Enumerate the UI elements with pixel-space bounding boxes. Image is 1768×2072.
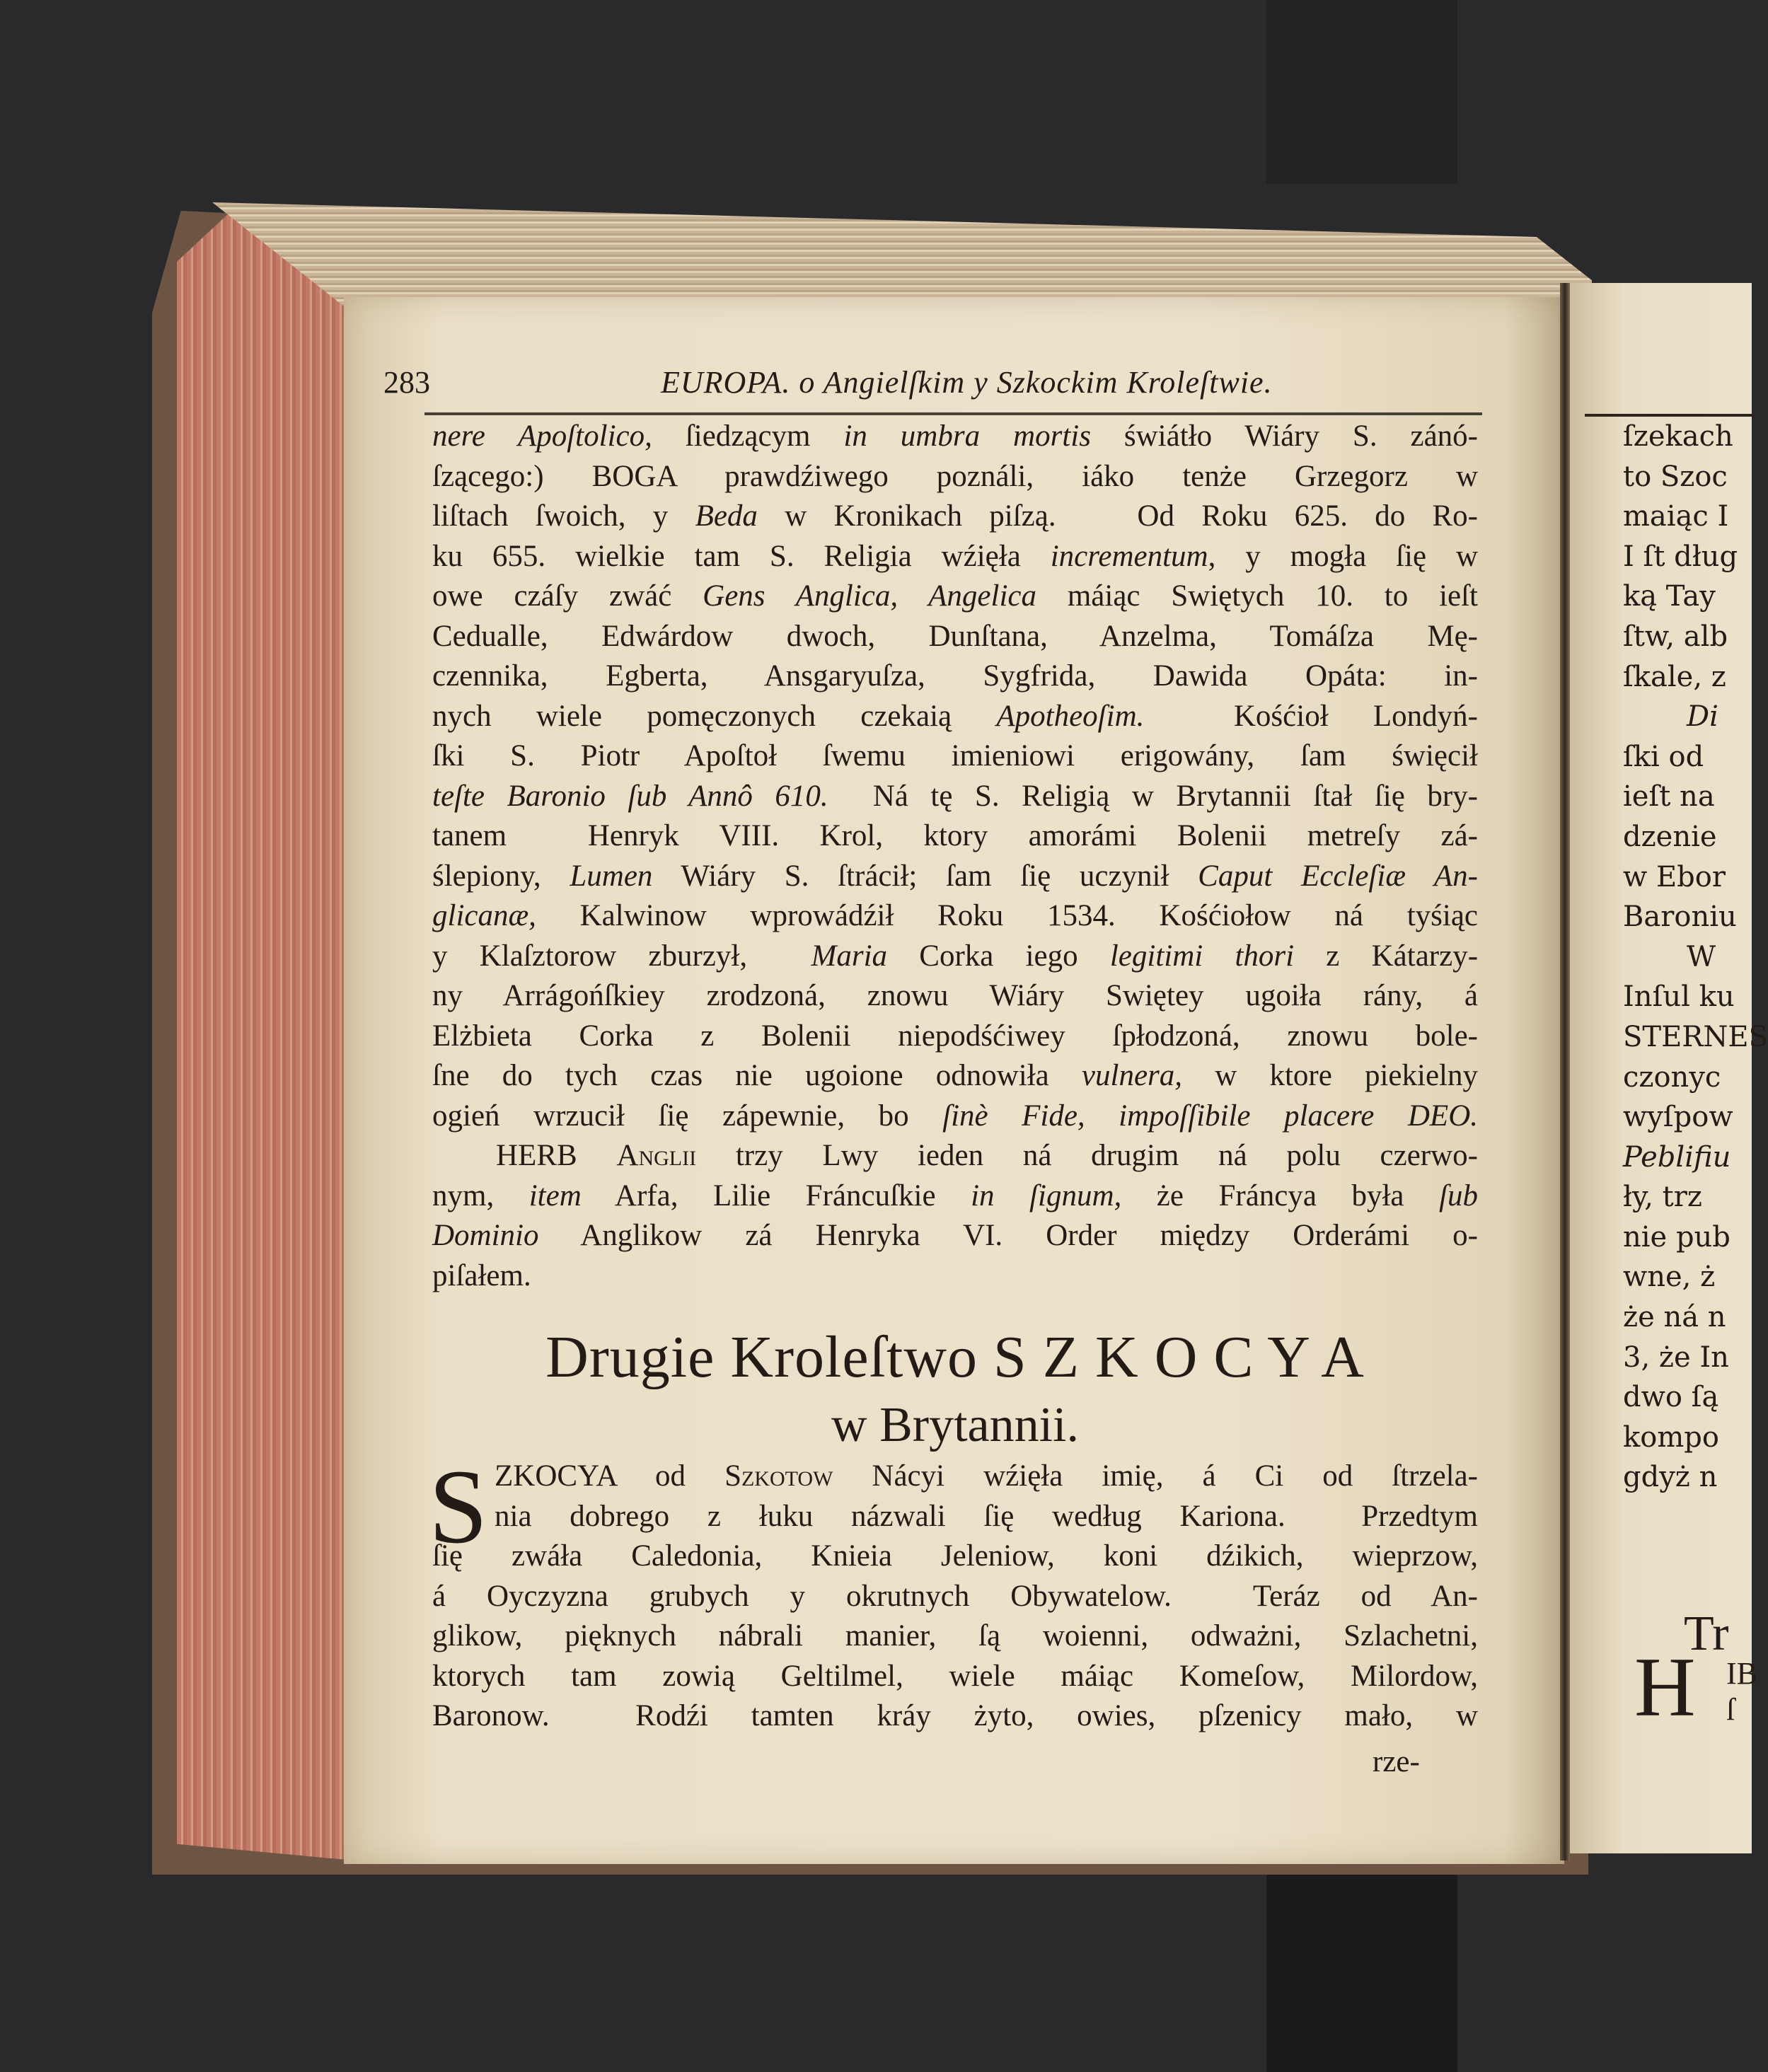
small-caps-text: Szkotow <box>724 1459 833 1493</box>
text-line <box>432 777 1478 817</box>
text-segment: ogień wrzucił ſię zápewnie, bo <box>432 1099 943 1133</box>
text-segment: Anglikow zá Henryka VI. Order między Orderámi o- <box>538 1219 1478 1252</box>
right-text-line: ieſt na <box>1623 780 1715 814</box>
text-segment: z Kátarzy- <box>1294 939 1479 973</box>
text-segment: y Klaſztorow zburzył, <box>432 939 811 973</box>
text-line <box>432 1657 1478 1697</box>
text-line <box>432 1096 1478 1137</box>
text-line <box>432 1457 1478 1497</box>
text-segment: nia dobrego z łuku názwali ſię według Kariona. Przedtym <box>495 1499 1478 1533</box>
text-segment: ſki S. Piotr Apoſtoł ſwemu imieniowi erigowány, ſam święcił <box>432 739 1478 772</box>
text-segment: ktorych tam zowią Geltilmel, wiele máiąc Komeſow, Milordow, <box>432 1659 1478 1693</box>
text-segment: tanem Henryk VIII. Krol, ktory amorámi Bolenii metreſy zá- <box>432 819 1478 852</box>
text-line <box>432 1616 1478 1657</box>
page-fore-edge <box>177 212 354 1860</box>
small-caps-text: Anglii <box>616 1139 697 1172</box>
text-line <box>432 417 1478 457</box>
text-segment: ſzącego:) BOGA prawdźiwego poználi, iáko tenże Grzegorz w <box>432 459 1478 493</box>
text-segment: ſię zwáła Caledonia, Knieia Jeleniow, koni dźikich, wieprzow, <box>432 1539 1478 1573</box>
right-text-line: wne, ż <box>1623 1261 1716 1294</box>
right-text-line: ſtw, alb <box>1623 620 1728 653</box>
book-gutter <box>1560 283 1570 1860</box>
italic-text: legitimi thori <box>1109 939 1295 973</box>
right-text-line: dzenie <box>1623 820 1717 853</box>
text-segment: że Fráncya była <box>1121 1179 1440 1212</box>
text-line <box>432 617 1478 657</box>
text-segment: ślepiony, <box>432 859 570 893</box>
text-line <box>432 697 1478 737</box>
right-text-line: nie pub <box>1623 1220 1731 1254</box>
text-segment: piſałem. <box>432 1258 531 1292</box>
text-segment: máiąc Swiętych 10. to ieſt <box>1036 579 1478 613</box>
italic-text: item <box>528 1179 582 1212</box>
italic-text: ſinè Fide, impoſſibile placere DEO. <box>942 1099 1478 1133</box>
catchword: rze- <box>1373 1745 1420 1778</box>
text-line <box>432 1216 1478 1256</box>
text-line <box>432 1256 1478 1297</box>
text-line <box>432 1017 1478 1057</box>
text-line <box>432 656 1478 697</box>
right-text-line: ką Tay <box>1623 580 1716 613</box>
text-line <box>432 857 1478 897</box>
text-segment: ny Arrágońſkiey zrodzoná, znowu Wiáry Swiętey ugoiła rány, á <box>432 979 1478 1012</box>
italic-text: Caput Eccleſiæ An- <box>1198 859 1479 893</box>
italic-text: Dominio <box>432 1219 539 1252</box>
body-text-top <box>432 417 1478 1296</box>
text-line <box>432 976 1478 1017</box>
right-text-line: wyſpow <box>1623 1101 1733 1134</box>
right-drop-line: ſ <box>1726 1692 1735 1727</box>
right-drop-line: IB <box>1726 1656 1757 1691</box>
text-line <box>432 577 1478 617</box>
text-segment: liſtach ſwoich, y <box>432 499 695 533</box>
text-segment: , y mogła ſię w <box>1208 539 1478 573</box>
running-head: EUROPA. o Angielſkim y Szkockim Kroleſtwie. <box>661 365 1273 400</box>
right-text-line: Di <box>1687 700 1718 734</box>
header-rule <box>424 412 1482 415</box>
body-text-bottom <box>432 1457 1478 1737</box>
text-segment: glikow, pięknych nábrali manier, ſą woienni, odważni, Szlachetni, <box>432 1619 1478 1653</box>
right-text-line: ſki od <box>1623 740 1704 773</box>
section-heading: Drugie Kroleſtwo S Z K O C Y A <box>545 1324 1365 1390</box>
italic-text: in ſignum, <box>971 1179 1122 1212</box>
text-segment: Kośćioł Londyń- <box>1144 699 1478 733</box>
right-text-line: czonyc <box>1623 1060 1721 1094</box>
text-line <box>432 1497 1478 1537</box>
italic-text: Beda <box>695 499 758 533</box>
right-text-line: to Szoc <box>1623 460 1728 493</box>
italic-text: vulnera, <box>1081 1059 1183 1092</box>
text-segment: Cedualle, Edwárdow dwoch, Dunſtana, Anzelma, Tomáſza Mę- <box>432 619 1478 653</box>
right-text-line: gdyż n <box>1623 1461 1718 1494</box>
right-text-line: ſkale, z <box>1623 660 1726 693</box>
text-line <box>432 937 1478 977</box>
text-segment: Wiáry S. ſtrácił; ſam ſię uczynił <box>652 859 1198 893</box>
text-line <box>432 537 1478 577</box>
right-drop-cap: H <box>1634 1640 1696 1734</box>
text-segment: Elżbieta Corka z Bolenii niepodśćiwey ſpłodzoná, znowu bole- <box>432 1019 1478 1053</box>
right-text-line: STERNES <box>1623 1020 1768 1053</box>
right-text-line: W <box>1687 940 1716 973</box>
text-segment: w Kronikach piſzą. Od Roku 625. do Ro- <box>757 499 1478 533</box>
right-text-line: dwo ſą <box>1623 1381 1719 1414</box>
italic-text: nere Apoſtolico, <box>432 419 652 453</box>
text-segment: Ná tę S. Religią w Brytannii ſtał ſię bry- <box>828 779 1478 813</box>
right-text-line: ły, trz <box>1623 1181 1702 1214</box>
text-line <box>432 736 1478 777</box>
right-text-line: maiąc I <box>1623 500 1729 533</box>
text-segment: świátło Wiáry S. zánó- <box>1090 419 1479 453</box>
text-segment: ſne do tych czas nie ugoione odnowiła <box>432 1059 1082 1092</box>
right-text-line: Peblifiu <box>1623 1140 1731 1174</box>
text-segment: Corka iego <box>887 939 1110 973</box>
right-text-line: Baroniu <box>1623 901 1737 934</box>
right-text-line: kompo <box>1623 1420 1719 1454</box>
right-text-line: ſzekach <box>1623 420 1733 453</box>
page-number: 283 <box>383 365 430 400</box>
italic-text: incrementum <box>1050 539 1208 573</box>
text-segment: Nácyi wźięła imię, á Ci od ſtrzela- <box>833 1459 1479 1493</box>
text-segment: trzy Lwy ieden ná drugim ná polu czerwo- <box>696 1139 1478 1172</box>
text-line <box>432 1176 1478 1217</box>
right-text-line: Inſul ku <box>1623 980 1735 1014</box>
right-text-line: że ná n <box>1623 1301 1726 1334</box>
italic-text: Gens Anglica, Angelica <box>703 579 1036 613</box>
right-heading-fragment: Tr <box>1684 1607 1729 1661</box>
italic-text: Maria <box>811 939 888 973</box>
text-segment: Arfa, Lilie Fráncuſkie <box>581 1179 971 1212</box>
text-segment: czennika, Egberta, Ansgaryuſza, Sygfrida, Dawida Opáta: in- <box>432 659 1478 693</box>
text-segment: nych wiele pomęczonych czekaią <box>432 699 997 733</box>
text-segment: owe czáſy zwáć <box>432 579 703 613</box>
right-drop-cap-text <box>1726 1655 1757 1727</box>
right-page-text <box>1623 417 1768 1498</box>
italic-text: ſub <box>1439 1179 1478 1212</box>
italic-text: teſte Baronio ſub Annô 610. <box>432 779 828 813</box>
text-segment: Baronow. Rodźi tamten kráy żyto, owies, pſzenicy mało, w <box>432 1699 1478 1732</box>
text-line <box>432 457 1478 497</box>
page-top-edge <box>212 187 1592 311</box>
text-segment: HERB <box>496 1139 617 1172</box>
right-text-line: 3, że In <box>1623 1341 1729 1374</box>
text-line <box>432 1696 1478 1737</box>
text-segment: Kalwinow wprowádźił Roku 1534. Kośćiołow ná tyśiąc <box>536 899 1478 932</box>
text-segment: w ktore piekielny <box>1182 1059 1478 1092</box>
text-line <box>432 1536 1478 1577</box>
text-line <box>432 1136 1478 1176</box>
italic-text: glicanæ, <box>432 899 536 932</box>
text-segment: ku 655. wielkie tam S. Religia wźięła <box>432 539 1051 573</box>
text-line <box>432 1577 1478 1617</box>
text-line <box>432 816 1478 857</box>
drop-cap: S <box>429 1448 488 1565</box>
background-shadow <box>1266 1868 1457 2072</box>
right-text-line: w Ebor <box>1623 860 1726 893</box>
text-line <box>432 497 1478 537</box>
text-segment: á Oyczyzna grubych y okrutnych Obywatelow. Teráz od An- <box>432 1579 1478 1613</box>
text-segment: ſiedzącym <box>652 419 844 453</box>
italic-text: in umbra mortis <box>843 419 1091 453</box>
right-text-line: I ſt dług <box>1623 540 1738 573</box>
text-line <box>432 1056 1478 1096</box>
text-segment: ZKOCYA od <box>495 1459 725 1493</box>
italic-text: Apotheoſim. <box>996 699 1145 733</box>
section-subheading: w Brytannii. <box>831 1398 1079 1452</box>
background-shadow <box>1266 0 1457 184</box>
text-segment: nym, <box>432 1179 529 1212</box>
italic-text: Lumen <box>570 859 653 893</box>
text-line <box>432 896 1478 937</box>
